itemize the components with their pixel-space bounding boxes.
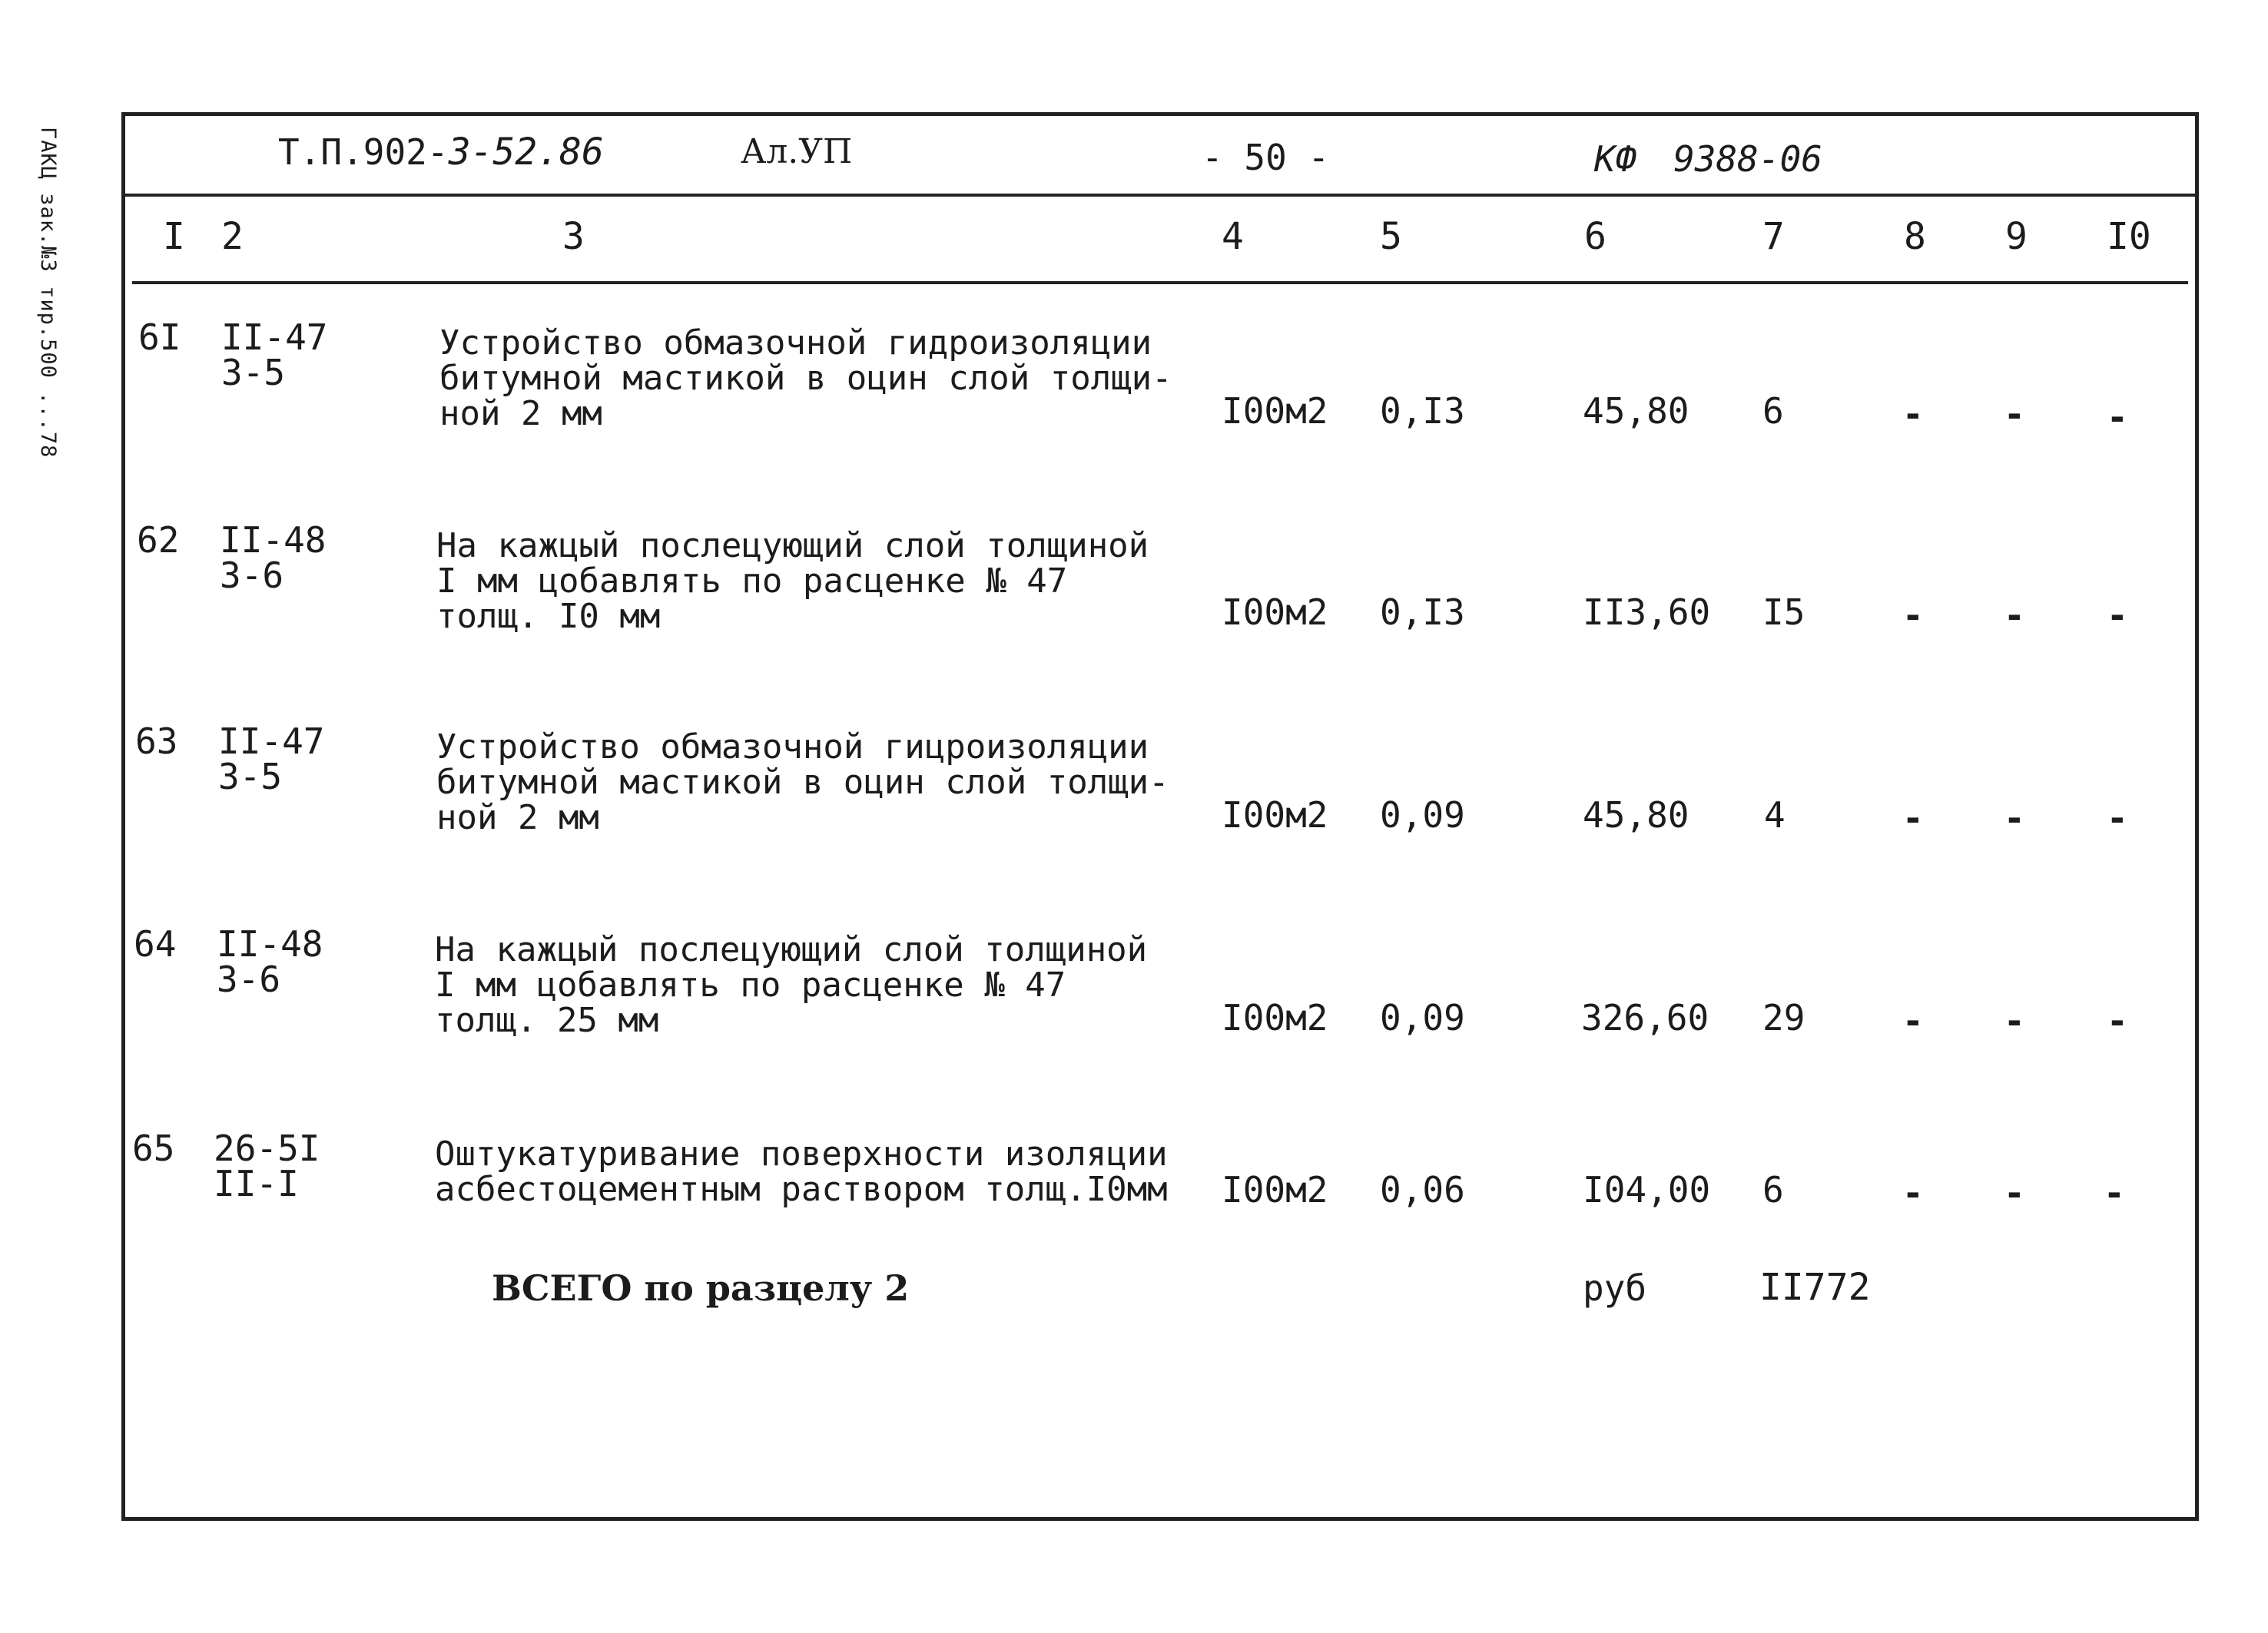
work-description: Устройство обмазочной гицроизоляции битумной мастикой в оцин слой толщи-ной 2 мм (436, 727, 1169, 837)
column-header-9: 9 (2005, 215, 2028, 258)
unit: I00м2 (1222, 1169, 1328, 1211)
doc-code-prefix: Т.П.902- (278, 131, 449, 173)
quantity: 0,I3 (1380, 591, 1465, 633)
quantity: 0,09 (1380, 997, 1465, 1038)
row-number: 6I (138, 316, 181, 358)
col9-value: - (2004, 393, 2025, 435)
row-number: 64 (134, 923, 177, 965)
unit-price: 326,60 (1581, 997, 1709, 1038)
rate-code (214, 1128, 320, 1204)
rate-code-sub: 3-5 (218, 756, 283, 797)
rate-code-main: II-47 (221, 316, 328, 358)
unit-price: 45,80 (1583, 390, 1689, 432)
col9-value: - (2004, 1000, 2025, 1042)
section-total-unit: руб (1583, 1267, 1647, 1309)
unit-price: 45,80 (1583, 794, 1689, 836)
rate-code (220, 519, 327, 596)
work-description: Оштукатуривание поверхности изоляции асбестоцементным раствором толщ.I0мм (435, 1134, 1168, 1209)
col8-value: - (1902, 797, 1924, 839)
album-label: Ал.УП (741, 132, 853, 171)
margin-note: ГАКЦ зак.№3 тир.500 ...78 (36, 127, 60, 459)
section-total-value: II772 (1759, 1266, 1871, 1309)
unit-price: II3,60 (1583, 591, 1711, 633)
rate-code (218, 720, 325, 797)
col10-value: - (2107, 1000, 2128, 1042)
column-header-8: 8 (1904, 215, 1926, 258)
rate-code-main: II-48 (220, 519, 327, 561)
column-header-divider (132, 281, 2188, 284)
column-header-1: I (163, 215, 185, 258)
col9-value: - (2004, 595, 2025, 636)
col10-value: - (2104, 1172, 2125, 1214)
rate-code-sub: II-I (214, 1163, 299, 1204)
rate-code-main: II-47 (218, 720, 325, 762)
rate-code-sub: 3-6 (220, 555, 284, 596)
col10-value: - (2107, 797, 2128, 839)
doc-code (278, 131, 604, 174)
col9-value: - (2004, 1172, 2025, 1214)
column-header-7: 7 (1762, 215, 1785, 258)
rate-code-main: II-48 (217, 923, 323, 965)
row-number: 62 (137, 519, 180, 561)
work-description: На кажцый послецующий слой толщиной I мм цобавлять по расценке № 47 толщ. 25 мм (435, 930, 1148, 1040)
column-header-10: I0 (2107, 215, 2151, 258)
rate-code (217, 923, 323, 1000)
total-cost: 4 (1764, 794, 1786, 836)
unit: I00м2 (1222, 794, 1328, 836)
kf-prefix: КФ (1594, 138, 1637, 180)
total-cost: I5 (1762, 591, 1805, 633)
total-cost: 29 (1762, 997, 1805, 1038)
unit: I00м2 (1222, 591, 1328, 633)
col8-value: - (1902, 1000, 1924, 1042)
unit: I00м2 (1222, 997, 1328, 1038)
work-description: Устройство обмазочной гидроизоляции битумной мастикой в оцин слой толщи-ной 2 мм (439, 323, 1172, 433)
quantity: 0,09 (1380, 794, 1465, 836)
col8-value: - (1902, 1172, 1924, 1214)
rate-code (221, 316, 328, 393)
rate-code-main: 26-5I (214, 1128, 320, 1169)
total-cost: 6 (1762, 390, 1784, 432)
quantity: 0,I3 (1380, 390, 1465, 432)
column-header-5: 5 (1380, 215, 1402, 258)
rate-code-sub: 3-5 (221, 352, 286, 393)
unit-price: I04,00 (1583, 1169, 1711, 1211)
kf-code (1594, 138, 1822, 180)
col9-value: - (2004, 797, 2025, 839)
col8-value: - (1902, 595, 1924, 636)
quantity: 0,06 (1380, 1169, 1465, 1211)
column-header-2: 2 (221, 215, 244, 258)
header-divider (121, 194, 2199, 197)
column-header-4: 4 (1222, 215, 1244, 258)
work-description: На кажцый послецующий слой толщиной I мм цобавлять по расценке № 47 толщ. I0 мм (436, 526, 1149, 636)
doc-code-handwritten: 3-52.86 (448, 131, 604, 174)
row-number: 63 (135, 720, 178, 762)
col10-value: - (2107, 396, 2128, 438)
unit: I00м2 (1222, 390, 1328, 432)
total-cost: 6 (1762, 1169, 1784, 1211)
col10-value: - (2107, 595, 2128, 636)
rate-code-sub: 3-6 (217, 959, 281, 1000)
col8-value: - (1902, 393, 1924, 435)
column-header-6: 6 (1584, 215, 1606, 258)
column-header-3: 3 (562, 215, 585, 258)
kf-handwritten: 9388-06 (1673, 138, 1822, 180)
section-total-label: ВСЕГО по разцелу 2 (492, 1267, 910, 1309)
page-number: - 50 - (1202, 137, 1330, 178)
row-number: 65 (132, 1128, 175, 1169)
